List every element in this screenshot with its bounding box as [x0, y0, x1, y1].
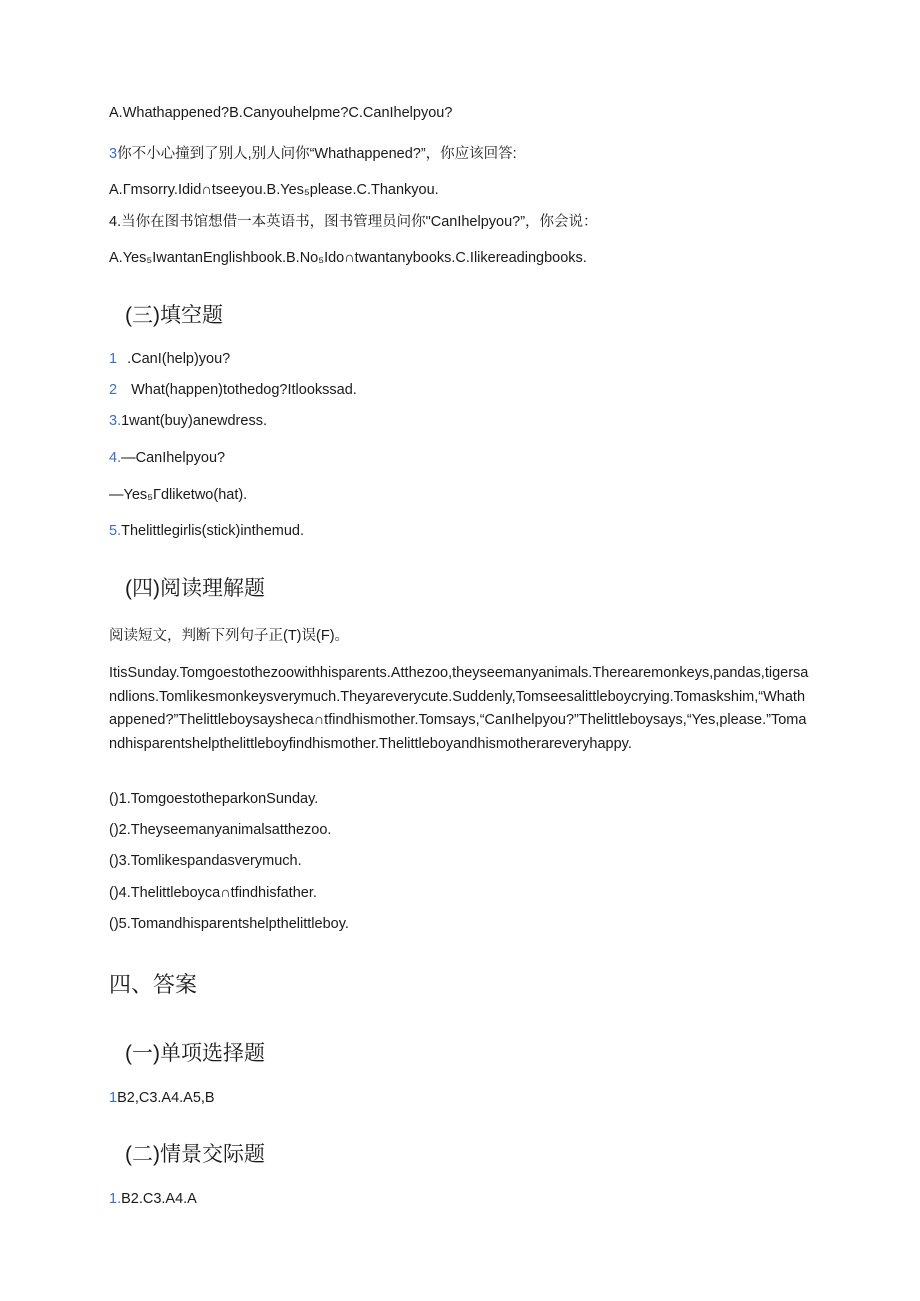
question-4: 4.当你在图书馆想借一本英语书，图书管理员问你"CanIhelpyou?”，你会说： — [109, 214, 598, 230]
fill-item-3 — [109, 411, 267, 431]
fill-item-4-reply — [109, 485, 247, 505]
item-number: 4. — [109, 450, 122, 466]
fill-item-5 — [109, 521, 304, 541]
q3-options: A.Γmsorry.Idid∩tseeyou.B.Yes₅please.C.Thankyou. — [109, 182, 439, 198]
item-text: 1want(buy)anewdress. — [121, 413, 267, 429]
reading-heading: (四)阅读理解题 — [125, 577, 265, 600]
fill-item-4 — [109, 448, 225, 468]
q4-options: A.Yes₅IwantanEnglishbook.B.No₅Ido∩twantanybooks.C.Ilikereadingbooks. — [109, 250, 587, 266]
item-text: .CanI(help)you? — [127, 351, 231, 367]
statement-1: ()1.TomgoestotheparkonSunday. — [109, 791, 319, 807]
item-number: 3. — [109, 413, 122, 429]
item-number: 2 — [109, 382, 118, 398]
statement-4: ()4.Thelittleboyca∩tfindhisfather. — [109, 885, 317, 901]
fill-blank-heading: (三)填空题 — [125, 304, 223, 327]
q2-options: A.Whathappened?B.Canyouhelpme?C.CanIhelpyou? — [109, 105, 453, 121]
answer-text: B2.C3.A4.A — [121, 1191, 197, 1207]
single-choice-heading: (一)单项选择题 — [125, 1042, 265, 1065]
statement-2: ()2.Theyseemanyanimalsatthezoo. — [109, 822, 332, 838]
item-text: —CanIhelpyou? — [121, 450, 226, 466]
single-choice-answers — [109, 1088, 215, 1108]
item-text: What(happen)tothedog?Itlookssad. — [131, 382, 357, 398]
question-text: 你不小心撞到了别人,别人问你“Whathappened?”，你应该回答: — [117, 146, 517, 162]
statement-5: ()5.Tomandhisparentshelpthelittleboy. — [109, 916, 349, 932]
statement-3: ()3.Tomlikespandasverymuch. — [109, 853, 302, 869]
answer-text: B2,C3.A4.A5,B — [117, 1090, 215, 1106]
item-text: —Yes₅Γdliketwo(hat). — [109, 487, 248, 503]
answer-number: 1. — [109, 1191, 122, 1207]
dialogue-answers-heading: (二)情景交际题 — [125, 1143, 265, 1166]
item-text: Thelittlegirlis(stick)inthemud. — [121, 523, 305, 539]
fill-item-2 — [109, 380, 357, 400]
answer-number: 1 — [109, 1090, 118, 1106]
question-3 — [109, 144, 517, 164]
item-number: 5. — [109, 523, 122, 539]
reading-passage: ItisSunday.Tomgoestothezoowithhisparents.Atthezoo,theyseemanyanimals.Therearemonkeys,pandas,tigersandlions.Tomlikesmonkeysverymuch.Theyareverycute.Suddenly,Tomseesalittleboycrying.Tomaskshim,“Whathappened?”Thelittleboysaysheca∩tfindhismother.Tomsays,“CanIhelpyou?”Thelittleboysays,“Yes,please.”Tomandhisparentshelpthelittleboyfindhismother.Thelittleboyandhismotherareveryhappy. — [109, 665, 809, 752]
dialogue-answers — [109, 1189, 197, 1209]
answers-heading: 四、答案 — [109, 972, 198, 997]
fill-item-1 — [109, 349, 230, 369]
item-number: 1 — [109, 351, 118, 367]
question-number: 3 — [109, 146, 118, 162]
reading-instruction: 阅读短文，判断下列句子正(T)误(F)。 — [109, 628, 350, 644]
